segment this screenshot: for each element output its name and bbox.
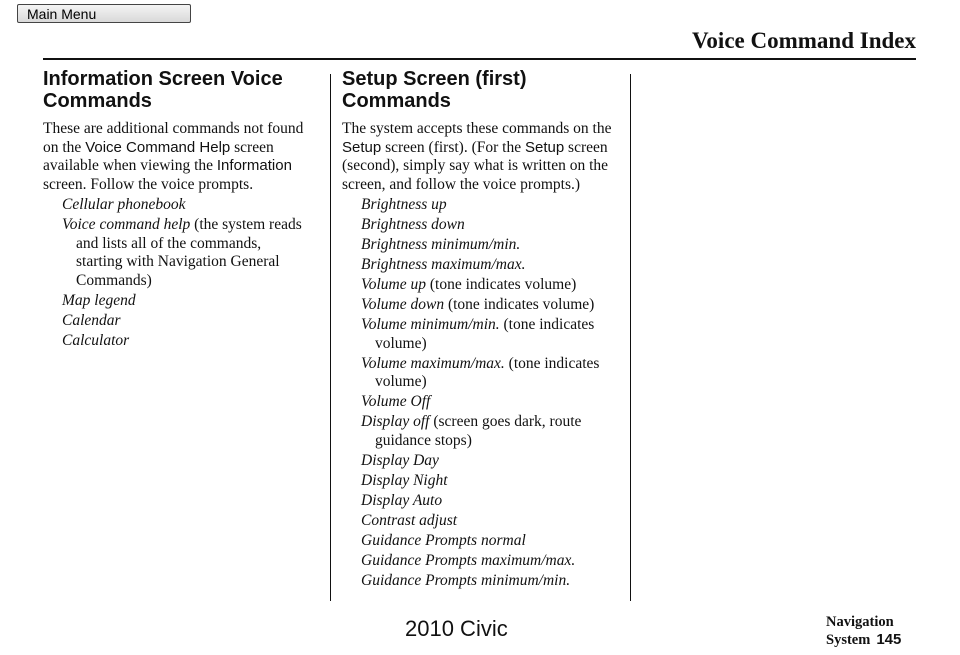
section-intro: These are additional commands not found on the Voice Command Help screen available when viewing the Information screen. Follow the voice prompts. (43, 120, 304, 193)
command-item (361, 196, 627, 215)
command-item (361, 355, 627, 392)
command-text: Volume up (361, 276, 427, 293)
command-item (361, 256, 627, 275)
command-note: (screen goes dark, route guidance stops) (375, 413, 582, 449)
command-note: (tone indicates volume) (375, 354, 600, 390)
command-text: Display Auto (361, 491, 443, 509)
section-intro: The system accepts these commands on the Setup screen (first). (For the Setup screen (second), simply say what is written on the screen, and follow the voice prompts.) (342, 120, 612, 193)
command-text: Guidance Prompts maximum/max. (361, 551, 576, 569)
command-text: Brightness down (361, 216, 465, 233)
command-text: Voice command help (62, 216, 191, 233)
command-text: Brightness maximum/max. (361, 256, 526, 273)
command-text: Volume down (361, 296, 445, 313)
command-text: Guidance Prompts normal (361, 531, 526, 549)
command-note: (tone indicates volume) (444, 296, 595, 313)
command-list (342, 196, 627, 590)
command-item (361, 552, 627, 571)
command-item (361, 316, 627, 353)
command-note: (tone indicates volume) (426, 276, 577, 293)
command-item (361, 393, 627, 412)
page-number: 145 (876, 631, 902, 648)
section-heading: Information Screen Voice Commands (43, 68, 283, 112)
command-item (361, 452, 627, 471)
command-text: Calendar (62, 311, 121, 329)
command-item (361, 296, 627, 315)
information-commands-section (43, 68, 305, 352)
command-item (361, 236, 627, 255)
command-text: Volume Off (361, 393, 431, 410)
command-item (62, 216, 305, 290)
command-item (361, 276, 627, 295)
command-text: Volume maximum/max. (361, 354, 505, 372)
watermark: 2010 Civic (405, 616, 508, 641)
command-item (361, 413, 627, 450)
command-item (62, 332, 305, 351)
command-text: Calculator (62, 331, 130, 349)
command-note: (tone indicates volume) (375, 316, 595, 352)
command-text: Volume minimum/min. (361, 316, 500, 333)
command-item (361, 532, 627, 551)
page-footer (826, 614, 960, 649)
command-text: Display Night (361, 471, 448, 489)
command-item (361, 492, 627, 511)
title-rule (43, 58, 916, 60)
command-item (361, 572, 627, 591)
command-text: Contrast adjust (361, 511, 458, 529)
ui-term: Voice Command Help (85, 138, 231, 156)
column-divider (630, 74, 631, 601)
section-heading: Setup Screen (first) Commands (342, 68, 527, 112)
command-text: Cellular phonebook (62, 196, 186, 213)
column-divider (330, 74, 331, 601)
ui-term: Setup (342, 138, 382, 156)
command-list (43, 196, 305, 350)
page-title: Voice Command Index (691, 28, 916, 53)
setup-commands-section (342, 68, 627, 592)
footer-section-name: Navigation System (826, 614, 894, 648)
command-item (361, 512, 627, 531)
command-item (62, 196, 305, 215)
command-note: (the system reads and lists all of the commands, starting with Navigation General Commands) (76, 216, 302, 289)
command-text: Brightness minimum/min. (361, 236, 521, 253)
ui-term: Setup (524, 138, 565, 156)
command-text: Display off (361, 413, 430, 430)
command-item (62, 312, 305, 331)
command-text: Brightness up (361, 196, 447, 213)
main-menu-button[interactable]: Main Menu (17, 4, 191, 23)
command-text: Map legend (62, 291, 136, 309)
ui-term: Information (216, 157, 292, 174)
command-text: Guidance Prompts minimum/min. (361, 571, 571, 589)
command-item (62, 292, 305, 311)
command-item (361, 472, 627, 491)
command-item (361, 216, 627, 235)
command-text: Display Day (361, 451, 439, 469)
